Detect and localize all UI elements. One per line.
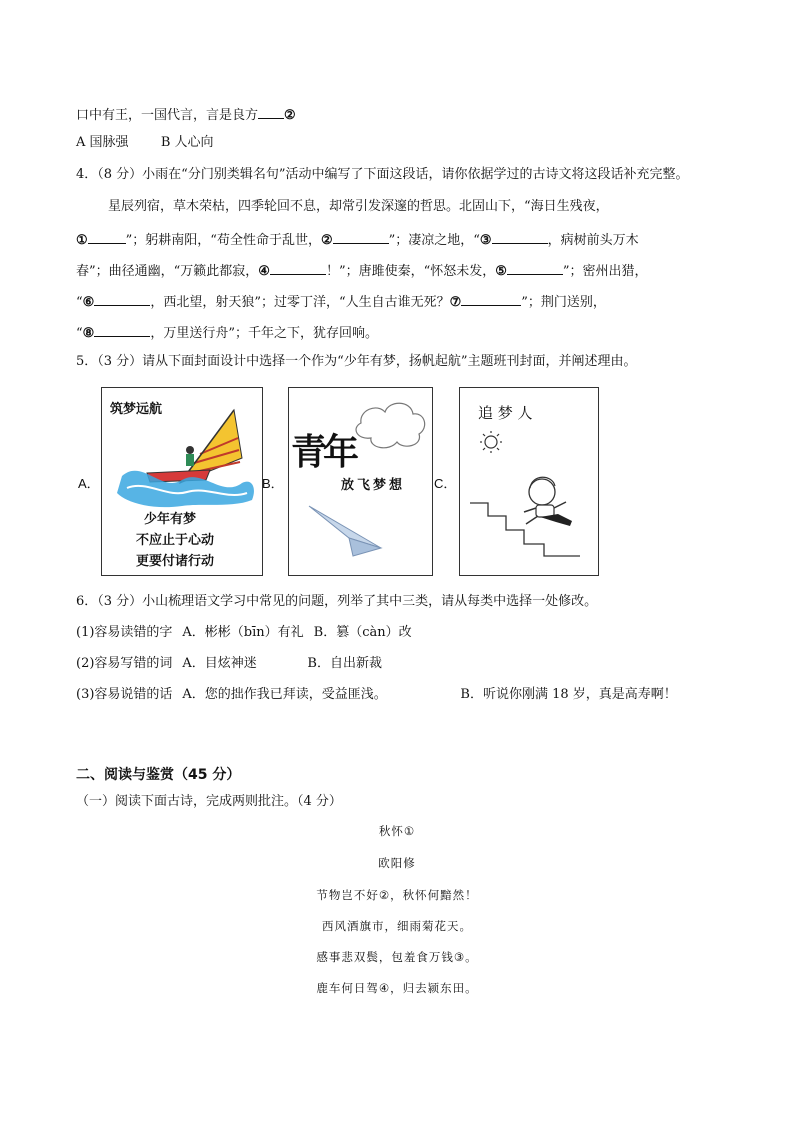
poem-line: 节物岂不好②，秋怀何黯然！ [316,888,478,902]
poem-line: 鹿车何日驾④，归去颍东田。 [316,981,478,995]
poem-title: 秋怀① [378,824,416,838]
q4-line1: 星辰列宿，草木荣枯，四季轮回不息，却常引发深邃的哲思。北固山下，“海日生残夜， [108,199,609,214]
cover-a-line3: 更要付诸行动 [136,554,215,569]
section-subtitle: （一）阅读下面古诗，完成两则批注。（4 分） [76,794,342,809]
cover-c-title: 追 梦 人 [478,404,533,422]
cover-c[interactable] [459,387,599,576]
q6-row2: (2)容易写错的词 A．目炫神迷 B．自出新裁 [76,656,382,671]
answer-blank-2[interactable] [333,229,389,244]
runner-stairs-illustration [460,388,598,575]
answer-blank-8[interactable] [94,322,150,337]
q4-line4: “⑥ ，西北望，射天狼”；过零丁洋，“人生自古谁无死？⑦ ”；荆门送别， [76,291,606,312]
cover-b[interactable] [288,387,433,576]
option-label-b: B． [262,476,284,491]
section-title: 二、阅读与鉴赏（45 分） [76,767,241,783]
option-b: B 人心向 [160,135,214,150]
answer-blank-7[interactable] [461,291,521,306]
option-a: A 国脉强 [76,135,129,150]
q4-line5: “⑧ ，万里送行舟”；千年之下，犹存回响。 [76,322,378,343]
poem-line: 感事悲双鬓，包羞食万钱③。 [316,950,478,964]
q6-row1: (1)容易读错的字 A．彬彬（bīn）有礼 B．篡（càn）改 [76,625,412,640]
answer-blank-4[interactable] [270,260,326,275]
windsurfer-illustration [102,388,262,518]
answer-blank-6[interactable] [94,291,150,306]
option-label-a: A． [78,476,100,491]
option-label-c: C． [434,476,457,491]
answer-blank[interactable] [258,104,284,119]
q6-stem: 6．（3 分）小山梳理语文学习中常见的问题，列举了其中三类，请从每类中选择一处修改。 [76,594,598,609]
cover-b-big-text: 青年 [291,431,356,473]
cover-b-subtitle: 放飞梦想 [341,478,406,493]
q3-options [76,134,214,152]
poem-line: 西风酒旗市，细雨菊花天。 [322,919,472,933]
q5-stem: 5．（3 分）请从下面封面设计中选择一个作为“少年有梦，扬帆起航”主题班刊封面，并阐述理由。 [76,354,637,369]
blank-number: ② [284,108,296,123]
q4-stem: 4．（8 分）小雨在“分门别类辑名句”活动中编写了下面这段话，请你依据学过的古诗文将这段话补充完整。 [76,167,689,182]
answer-blank-5[interactable] [507,260,563,275]
answer-blank-3[interactable] [492,229,548,244]
q6-row3: (3)容易说错的话 A．您的拙作我已拜读，受益匪浅。 B．听说你刚满 18 岁，真是高寿啊！ [76,687,677,702]
cover-a-line1: 少年有梦 [144,512,197,527]
cover-a-line2: 不应止于心动 [136,533,215,548]
poem-author: 欧阳修 [378,856,416,870]
q4-line2: ① ”；躬耕南阳，“苟全性命于乱世，② ”；凄凉之地，“③ ，病树前头万木 [76,229,639,250]
answer-blank-1[interactable] [88,229,126,244]
q3-line: 口中有王，一国代言，言是良方 ② [76,104,296,125]
q4-line3: 春”；曲径通幽，“万籁此都寂，④ ！”；唐雎使秦，“怀怒未发，⑤ ”；密州出猎， [76,260,648,281]
cover-a-title: 筑梦远航 [110,402,163,417]
cover-a[interactable] [101,387,263,576]
